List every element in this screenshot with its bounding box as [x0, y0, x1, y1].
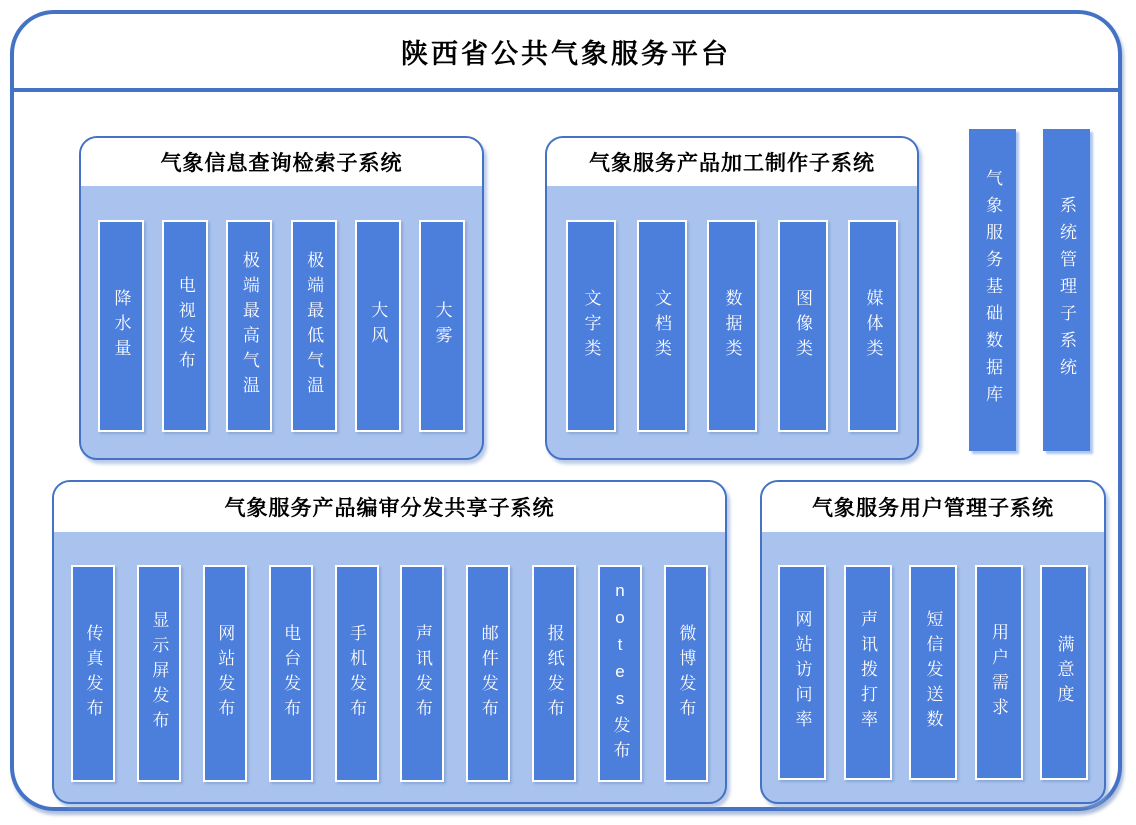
bar-item: 文档类 [637, 220, 687, 432]
platform-title: 陕西省公共气象服务平台 [401, 38, 731, 69]
subsystem-header: 气象服务产品编审分发共享子系统 [54, 482, 725, 532]
subsystem-body [54, 532, 725, 802]
system-management-bar: 系统管理子系统 [1043, 129, 1090, 451]
bar-item: 邮件发布 [466, 565, 510, 782]
bar-item: 用户需求 [975, 565, 1023, 780]
subsystem-review-distribution [52, 480, 727, 804]
bar-item: 短信发送数 [909, 565, 957, 780]
subsystem-query-retrieval [79, 136, 484, 460]
bar-item: 网站发布 [203, 565, 247, 782]
bar-item: 极端最高气温 [226, 220, 272, 432]
title-band [14, 14, 1118, 92]
bar-item: 满意度 [1040, 565, 1088, 780]
bar-item: 网站访问率 [778, 565, 826, 780]
bar-item: 微博发布 [664, 565, 708, 782]
subsystem-header: 气象服务产品加工制作子系统 [547, 138, 917, 186]
subsystem-header: 气象服务用户管理子系统 [762, 482, 1104, 532]
subsystem-body [547, 186, 917, 458]
bar-item: 数据类 [707, 220, 757, 432]
bar-item: 极端最低气温 [291, 220, 337, 432]
bar-item: 电视发布 [162, 220, 208, 432]
bar-item: 显示屏发布 [137, 565, 181, 782]
bar-item: 降水量 [98, 220, 144, 432]
subsystem-body [762, 532, 1104, 802]
platform-frame [10, 10, 1122, 811]
bar-item: 声讯拨打率 [844, 565, 892, 780]
bar-item: 报纸发布 [532, 565, 576, 782]
bar-item: 大雾 [419, 220, 465, 432]
bar-item: 传真发布 [71, 565, 115, 782]
bar-item: 文字类 [566, 220, 616, 432]
database-bar: 气象服务基础数据库 [969, 129, 1016, 451]
bar-item: 电台发布 [269, 565, 313, 782]
subsystem-header: 气象信息查询检索子系统 [81, 138, 482, 186]
bar-item: 图像类 [778, 220, 828, 432]
bar-item: notes发布 [598, 565, 642, 782]
bar-item: 媒体类 [848, 220, 898, 432]
subsystem-body [81, 186, 482, 458]
bar-item: 声讯发布 [400, 565, 444, 782]
bar-item: 手机发布 [335, 565, 379, 782]
bar-item: 大风 [355, 220, 401, 432]
subsystem-user-management [760, 480, 1106, 804]
subsystem-product-production [545, 136, 919, 460]
